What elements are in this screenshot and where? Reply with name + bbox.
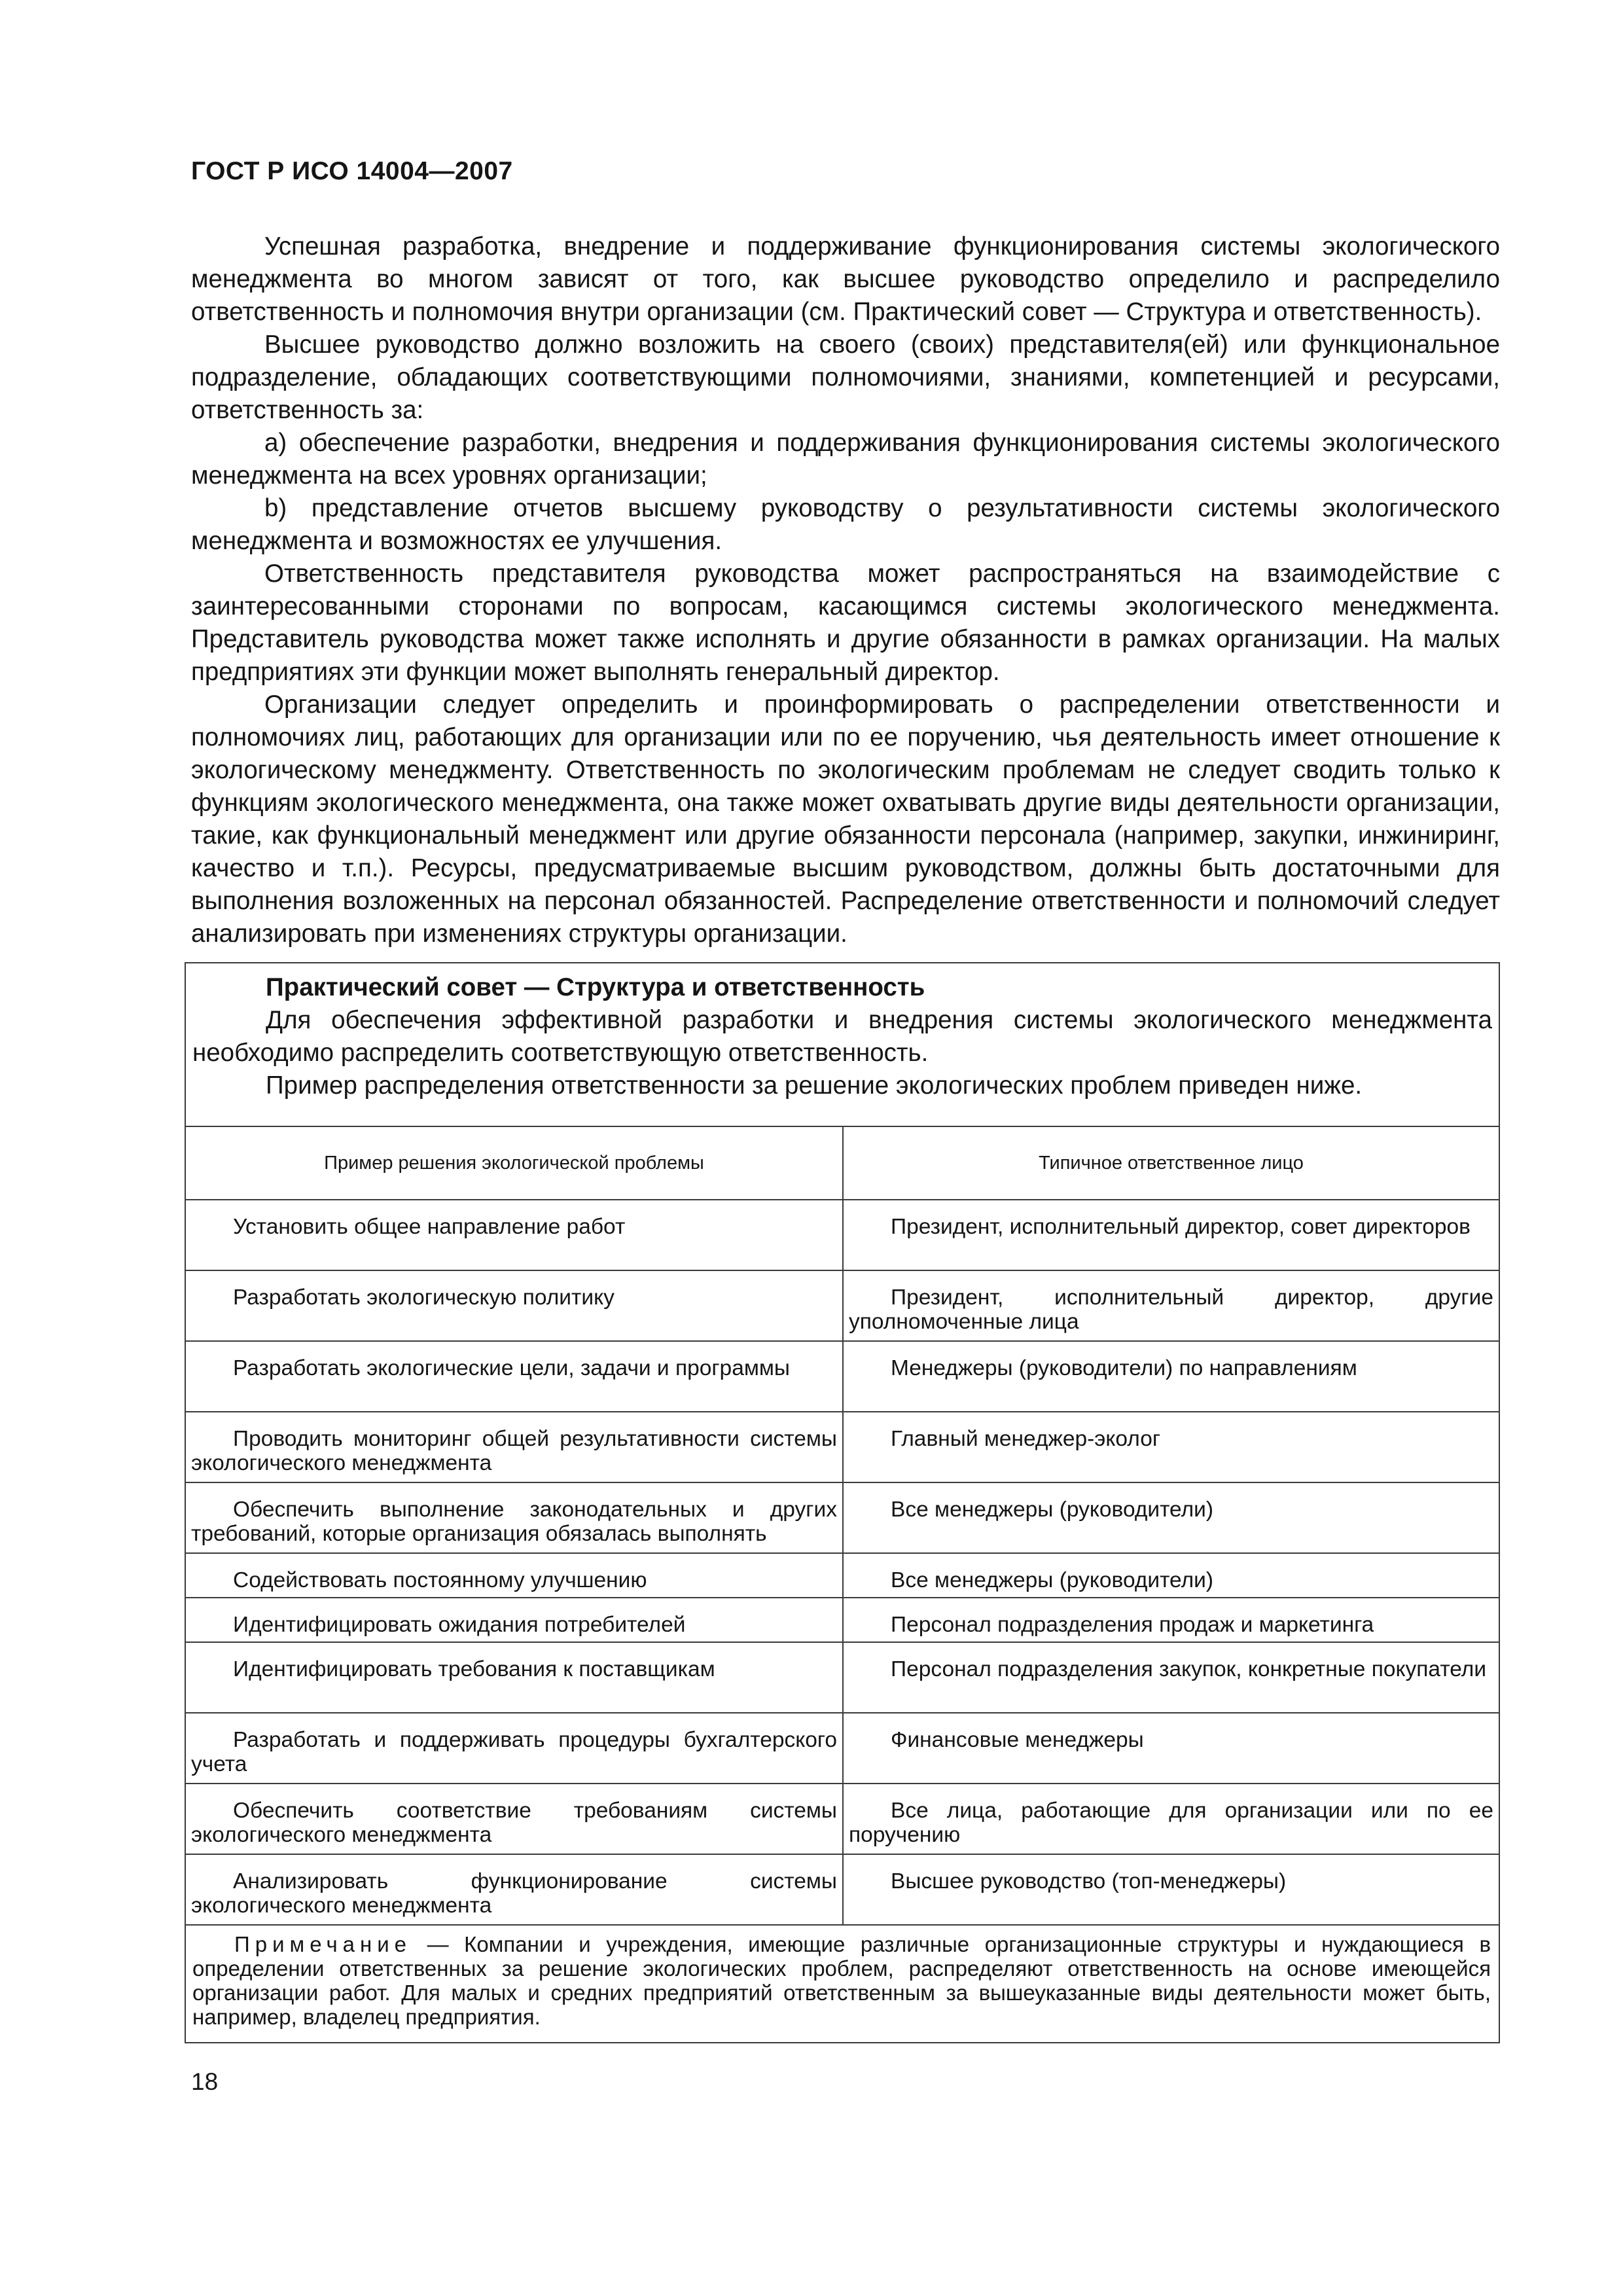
table-row bbox=[186, 1270, 1499, 1341]
problem-cell: Разработать и поддерживать процедуры бухгалтерского учета bbox=[186, 1713, 843, 1784]
problem-cell: Идентифицировать требования к поставщикам bbox=[186, 1642, 843, 1713]
column-header-responsible: Типичное ответственное лицо bbox=[843, 1126, 1499, 1200]
responsible-cell: Все менеджеры (руководители) bbox=[843, 1482, 1499, 1553]
practical-advice-box bbox=[185, 962, 1500, 2043]
advice-title: Практический совет — Структура и ответственность bbox=[266, 973, 925, 1001]
table-row bbox=[186, 1598, 1499, 1642]
table-header-row bbox=[186, 1126, 1499, 1200]
responsible-cell: Финансовые менеджеры bbox=[843, 1713, 1499, 1784]
responsible-cell: Все менеджеры (руководители) bbox=[843, 1553, 1499, 1598]
table-row bbox=[186, 1341, 1499, 1412]
table-row bbox=[186, 1784, 1499, 1854]
table-note bbox=[192, 1932, 1491, 2029]
table-row bbox=[186, 1482, 1499, 1553]
responsible-cell: Высшее руководство (топ-менеджеры) bbox=[843, 1854, 1499, 1925]
problem-cell: Разработать экологическую политику bbox=[186, 1270, 843, 1341]
paragraph: Успешная разработка, внедрение и поддерживание функционирования системы экологического менеджмента во многом зависят от того, как высшее руководство определило и распределило ответственность и полномочия внутри организации (см. Практический совет — Структура и ответственность). bbox=[191, 232, 1500, 326]
responsible-cell: Менеджеры (руководители) по направлениям bbox=[843, 1341, 1499, 1412]
problem-cell: Обеспечить соответствие требованиям системы экологического менеджмента bbox=[186, 1784, 843, 1854]
responsible-cell: Все лица, работающие для организации или по ее поручению bbox=[843, 1784, 1499, 1854]
problem-cell: Анализировать функционирование системы экологического менеджмента bbox=[186, 1854, 843, 1925]
paragraph: Высшее руководство должно возложить на своего (своих) представителя(ей) или функциональное подразделение, обладающих соответствующими полномочиями, знаниями, компетенцией и ресурсами, ответственность за: bbox=[191, 331, 1500, 424]
table-row bbox=[186, 1854, 1499, 1925]
advice-paragraph: Для обеспечения эффективной разработки и внедрения системы экологического менеджмента необходимо распределить соответствующую ответственность. bbox=[192, 1006, 1492, 1067]
problem-cell: Проводить мониторинг общей результативности системы экологического менеджмента bbox=[186, 1412, 843, 1482]
list-item-b: b) представление отчетов высшему руководству о результативности системы экологического менеджмента и возможностях ее улучшения. bbox=[191, 494, 1500, 555]
responsibility-table bbox=[186, 1126, 1499, 1926]
responsible-cell: Президент, исполнительный директор, совет директоров bbox=[843, 1200, 1499, 1270]
problem-cell: Разработать экологические цели, задачи и программы bbox=[186, 1341, 843, 1412]
responsible-cell: Персонал подразделения закупок, конкретные покупатели bbox=[843, 1642, 1499, 1713]
advice-paragraph: Пример распределения ответственности за решение экологических проблем приведен ниже. bbox=[266, 1071, 1363, 1100]
table-row bbox=[186, 1713, 1499, 1784]
problem-cell: Идентифицировать ожидания потребителей bbox=[186, 1598, 843, 1642]
problem-cell: Установить общее направление работ bbox=[186, 1200, 843, 1270]
note-text: — Компании и учреждения, имеющие различные организационные структуры и нуждающиеся в определении ответственных за решение экологических проблем, распределяют ответственность на основе имеющейся организации работ. Для малых и средних предприятий ответственным за вышеуказанные виды деятельности может быть, например, владелец предприятия. bbox=[192, 1932, 1491, 2029]
paragraph: Ответственность представителя руководства может распространяться на взаимодействие с заинтересованными сторонами по вопросам, касающимся системы экологического менеджмента. Представитель руководства может также исполнять и другие обязанности в рамках организации. На малых предприятиях эти функции может выполнять генеральный директор. bbox=[191, 560, 1500, 686]
document-header: ГОСТ Р ИСО 14004—2007 bbox=[191, 157, 513, 185]
responsible-cell: Президент, исполнительный директор, другие уполномоченные лица bbox=[843, 1270, 1499, 1341]
paragraph: Организации следует определить и проинформировать о распределении ответственности и полномочиях лиц, работающих для организации или по ее поручению, чья деятельность имеет отношение к экологическому менеджменту. Ответственность по экологическим проблемам не следует сводить только к функциям экологического менеджмента, она также может охватывать другие виды деятельности организации, такие, как функциональный менеджмент или другие обязанности персонала (например, закупки, инжиниринг, качество и т.п.). Ресурсы, предусматриваемые высшим руководством, должны быть достаточными для выполнения возложенных на персонал обязанностей. Распределение ответственности и полномочий следует анализировать при изменениях структуры организации. bbox=[191, 691, 1500, 948]
page-number: 18 bbox=[191, 2068, 219, 2095]
problem-cell: Содействовать постоянному улучшению bbox=[186, 1553, 843, 1598]
table-row bbox=[186, 1412, 1499, 1482]
problem-cell: Обеспечить выполнение законодательных и других требований, которые организация обязалась выполнять bbox=[186, 1482, 843, 1553]
advice-intro bbox=[186, 963, 1499, 1102]
responsible-cell: Персонал подразделения продаж и маркетинга bbox=[843, 1598, 1499, 1642]
table-row bbox=[186, 1642, 1499, 1713]
body-text bbox=[191, 230, 1500, 950]
list-item-a: a) обеспечение разработки, внедрения и поддерживания функционирования системы экологического менеджмента на всех уровнях организации; bbox=[191, 429, 1500, 490]
table-row bbox=[186, 1200, 1499, 1270]
responsible-cell: Главный менеджер-эколог bbox=[843, 1412, 1499, 1482]
column-header-problem: Пример решения экологической проблемы bbox=[186, 1126, 843, 1200]
table-row bbox=[186, 1553, 1499, 1598]
note-label: Примечание bbox=[234, 1932, 412, 1956]
